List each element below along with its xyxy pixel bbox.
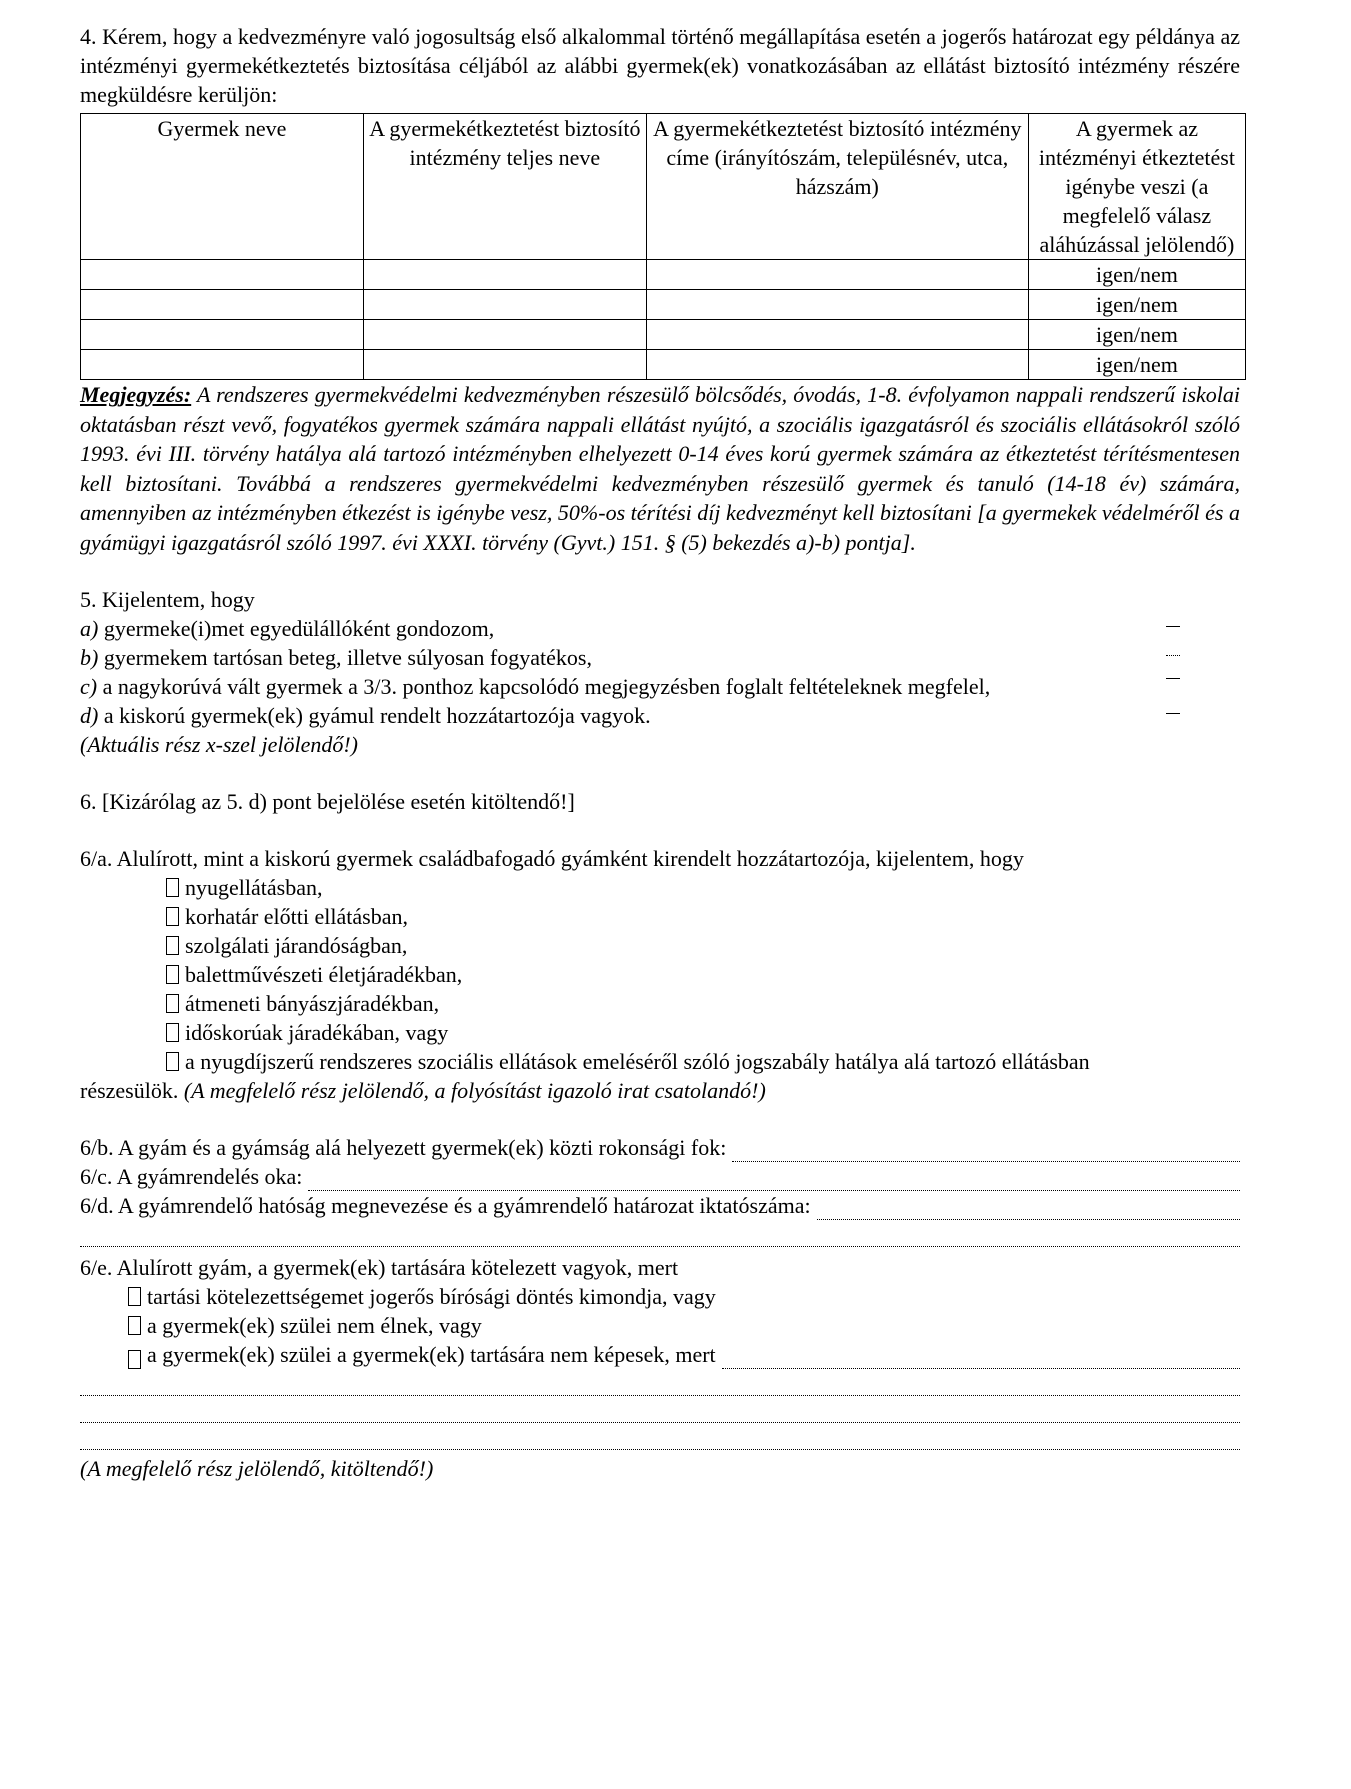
section6d-label: 6/d. A gyámrendelő hatóság megnevezése és a gyámrendelő határozat iktatószáma: (80, 1193, 811, 1218)
reason-field[interactable] (722, 1348, 1240, 1369)
closing-text: részesülök. (80, 1078, 184, 1103)
reason-field-line-4[interactable] (80, 1423, 1240, 1450)
list-item (166, 873, 1240, 902)
option-label: a nyugdíjszerű rendszeres szociális ellátások emeléséről szóló jogszabály hatálya alá tartozó ellátásban (185, 1049, 1090, 1074)
option-letter: d) (80, 703, 99, 728)
option-label: szolgálati járandóságban, (185, 933, 408, 958)
option-label: a gyermek(ek) szülei a gyermek(ek) tartására nem képesek, mert (147, 1342, 716, 1367)
checkbox[interactable] (128, 1350, 141, 1369)
checkbox[interactable] (166, 1052, 179, 1071)
header-institution-name: A gyermekétkeztetést biztosító intézmény teljes neve (363, 114, 646, 260)
option-text: gyermeke(i)met egyedülállóként gondozom, (98, 616, 495, 641)
section5-instruction: (Aktuális rész x-szel jelölendő!) (80, 732, 358, 757)
authority-reference-field-continued[interactable] (80, 1220, 1240, 1247)
option-letter: a) (80, 616, 99, 641)
checkbox[interactable] (128, 1287, 141, 1306)
list-item (166, 989, 1240, 1018)
option-letter: c) (80, 674, 98, 699)
table-header-row (81, 114, 1246, 260)
note-label: Megjegyzés: (80, 382, 192, 407)
header-child-name: Gyermek neve (81, 114, 364, 260)
list-item (166, 960, 1240, 989)
institution-name-cell[interactable] (363, 290, 646, 320)
institution-address-cell[interactable] (646, 320, 1028, 350)
header-meal-usage: A gyermek az intézményi étkeztetést igénybe veszi (a megfelelő válasz aláhúzással jelölendő) (1028, 114, 1245, 260)
section5-option-b (80, 643, 1240, 672)
table-row (81, 320, 1246, 350)
child-name-cell[interactable] (81, 350, 364, 380)
option-letter: b) (80, 645, 99, 670)
section6-heading: 6. [Kizárólag az 5. d) pont bejelölése esetén kitöltendő!] (80, 789, 575, 814)
children-table (80, 113, 1246, 380)
reason-field-line-3[interactable] (80, 1396, 1240, 1423)
checkbox[interactable] (166, 907, 179, 926)
form-page (80, 22, 1240, 1483)
authority-reference-field[interactable] (817, 1199, 1240, 1220)
child-name-cell[interactable] (81, 290, 364, 320)
option-label: időskorúak járadékában, vagy (185, 1020, 449, 1045)
meal-choice-cell[interactable]: igen/nem (1028, 260, 1245, 290)
institution-address-cell[interactable] (646, 260, 1028, 290)
option-label: a gyermek(ek) szülei nem élnek, vagy (147, 1313, 482, 1338)
option-d-mark-field[interactable] (1166, 701, 1180, 714)
section5-option-c (80, 672, 1240, 701)
institution-address-cell[interactable] (646, 290, 1028, 320)
meal-choice-cell[interactable]: igen/nem (1028, 290, 1245, 320)
meal-choice-cell[interactable]: igen/nem (1028, 350, 1245, 380)
child-name-cell[interactable] (81, 260, 364, 290)
checkbox[interactable] (166, 936, 179, 955)
institution-name-cell[interactable] (363, 320, 646, 350)
section6b-label: 6/b. A gyám és a gyámság alá helyezett gyermek(ek) közti rokonsági fok: (80, 1135, 727, 1160)
section6b-row (80, 1133, 1240, 1162)
checkbox[interactable] (166, 1023, 179, 1042)
closing-note: (A megfelelő rész jelölendő, a folyósítást igazoló irat csatolandó!) (183, 1078, 766, 1103)
list-item (166, 931, 1240, 960)
list-item (128, 1282, 1240, 1311)
option-b-mark-field[interactable] (1166, 643, 1180, 656)
kinship-degree-field[interactable] (732, 1141, 1240, 1162)
table-row (81, 260, 1246, 290)
list-item (128, 1311, 1240, 1340)
option-label: nyugellátásban, (185, 875, 323, 900)
meal-choice-cell[interactable]: igen/nem (1028, 320, 1245, 350)
institution-name-cell[interactable] (363, 260, 646, 290)
checkbox[interactable] (166, 878, 179, 897)
section5-heading: 5. Kijelentem, hogy (80, 587, 255, 612)
list-item (166, 902, 1240, 931)
institution-name-cell[interactable] (363, 350, 646, 380)
option-text: gyermekem tartósan beteg, illetve súlyosan fogyatékos, (98, 645, 592, 670)
reason-field-line-2[interactable] (80, 1369, 1240, 1396)
section6c-label: 6/c. A gyámrendelés oka: (80, 1164, 303, 1189)
section5-option-a (80, 614, 1240, 643)
option-label: korhatár előtti ellátásban, (185, 904, 408, 929)
section6e-closing-note: (A megfelelő rész jelölendő, kitöltendő!) (80, 1456, 434, 1481)
list-item (166, 1018, 1240, 1047)
section6e-intro: 6/e. Alulírott gyám, a gyermek(ek) tartására kötelezett vagyok, mert (80, 1255, 679, 1280)
option-label: balettművészeti életjáradékban, (185, 962, 463, 987)
section5-option-d (80, 701, 1240, 730)
section6d-row (80, 1191, 1240, 1220)
checkbox[interactable] (128, 1316, 141, 1335)
checkbox[interactable] (166, 965, 179, 984)
option-a-mark-field[interactable] (1166, 614, 1180, 627)
section4-text: 4. Kérem, hogy a kedvezményre való jogosultság első alkalommal történő megállapítása esetén a jogerős határozat egy példánya az intézményi gyermekétkeztetés biztosítása céljából az alábbi gyermek(ek) vonatkozásában az ellátást biztosító intézmény részére megküldésre kerüljön: (80, 24, 1240, 107)
header-institution-address: A gyermekétkeztetést biztosító intézmény címe (irányítószám, településnév, utca, házszám) (646, 114, 1028, 260)
option-label: átmeneti bányászjáradékban, (185, 991, 440, 1016)
list-item (128, 1340, 1240, 1369)
section6a-closing (80, 1076, 1240, 1105)
note-paragraph (80, 380, 1240, 557)
option-label: tartási kötelezettségemet jogerős bírósági döntés kimondja, vagy (147, 1284, 716, 1309)
section6c-row (80, 1162, 1240, 1191)
note-text: A rendszeres gyermekvédelmi kedvezményben részesülő bölcsődés, óvodás, 1-8. évfolyamon nappali rendszerű iskolai oktatásban részt vevő, fogyatékos gyermek számára nappali ellátást nyújtó, a szociális igazgatásról és szociális ellátásokról szóló 1993. évi III. törvény hatálya alá tartozó intézményben elhelyezett 0-14 éves korú gyermek számára az étkeztetést térítésmentesen kell biztosítani. Továbbá a rendszeres gyermekvédelmi kedvezményben részesülő gyermek és tanuló (14-18 év) számára, amennyiben az intézményben étkezést is igénybe vesz, 50%-os térítési díj kedvezményt kell biztosítani [a gyermekek védelméről és a gyámügyi igazgatásról szóló 1997. évi XXXI. törvény (Gyvt.) 151. § (5) bekezdés a)-b) pontja]. (80, 382, 1240, 555)
table-row (81, 290, 1246, 320)
section6a-options (80, 873, 1240, 1076)
list-item (166, 1047, 1240, 1076)
guardianship-reason-field[interactable] (308, 1170, 1240, 1191)
section6a-intro: 6/a. Alulírott, mint a kiskorú gyermek családbafogadó gyámként kirendelt hozzátartozója, kijelentem, hogy (80, 846, 1024, 871)
option-text: a kiskorú gyermek(ek) gyámul rendelt hozzátartozója vagyok. (98, 703, 651, 728)
option-c-mark-field[interactable] (1166, 678, 1180, 679)
child-name-cell[interactable] (81, 320, 364, 350)
option-text: a nagykorúvá vált gyermek a 3/3. ponthoz kapcsolódó megjegyzésben foglalt feltételeknek megfelel, (97, 674, 991, 699)
institution-address-cell[interactable] (646, 350, 1028, 380)
checkbox[interactable] (166, 994, 179, 1013)
table-row (81, 350, 1246, 380)
section6e-options (80, 1282, 1240, 1369)
